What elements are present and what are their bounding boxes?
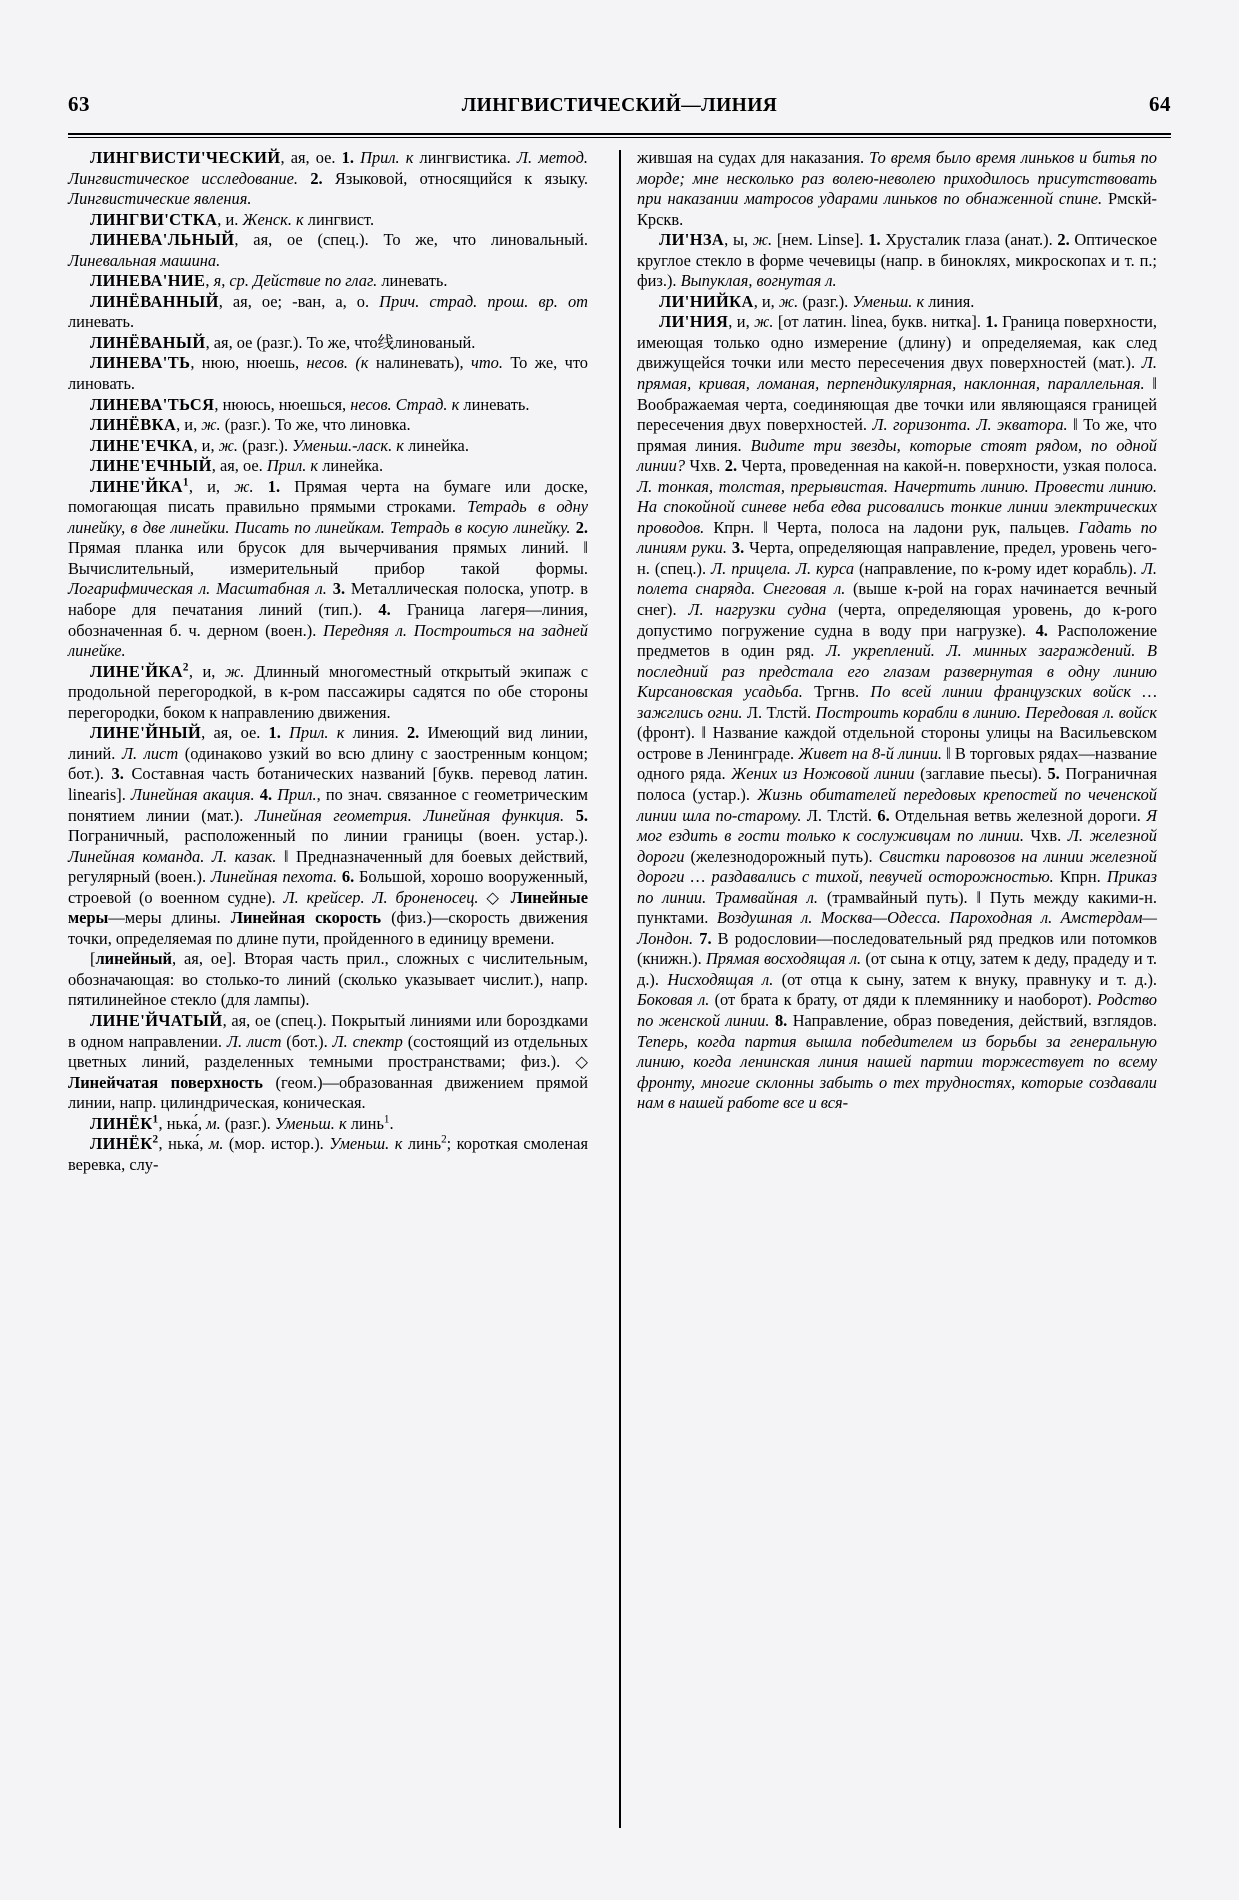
dictionary-entry: ЛИНЕВА'НИЕ, я, ср. Действие по глаг. линевать. [90, 271, 448, 291]
dictionary-entry: ЛИНЁВАННЫЙ, ая, ое; -ван, а, о. Прич. страд. прош. вр. от линевать. [68, 291, 588, 332]
dictionary-entry: [линейный, ая, ое]. Вторая часть прил., сложных с числительным, обозначающая: во столько-то линий (сколько указывает числит.), напр. пятилинейное стекло (для лампы). [68, 949, 588, 1010]
folio-left: 63 [68, 92, 90, 116]
dictionary-entry: ЛИНЁК$^2$, нька́, м. (мор. истор.). Уменьш. к линь$^2$; короткая смоленая веревка, слу- [68, 1133, 588, 1174]
dictionary-entry: ЛИНЕ'ЙЧАТЫЙ, ая, ое (спец.). Покрытый линиями или бороздками в одном направлении. Л. лист (бот.). Л. спектр (состоящий из отдельных цветных линий, разделенных темными пространствами; физ.). ◇ Линейчатая поверхность (геом.)—образованная движением прямой линии, напр. цилиндрическая, коническая. [68, 1010, 589, 1113]
dictionary-entry: ЛИНГВИСТИ'ЧЕСКИЙ, ая, ое. 1. Прил. к лингвистика. Л. метод. Лингвистическое исследование. 2. Языковой, относящийся к языку. Лингвистические явления. [68, 148, 588, 209]
dictionary-entry: ЛИНЁВАНЫЙ, ая, ое (разг.). То же, что线линованый. [90, 332, 476, 352]
dictionary-entry: ЛИНЕ'ЙКА$^2$, и, ж. Длинный многоместный открытый экипаж с продольной перегородкой, в к-ром пассажиры садятся по обе стороны перегородки, боком к направлению движения. [68, 661, 588, 722]
column-divider [619, 150, 621, 1828]
dictionary-entry: ЛИНЕВА'ТЬСЯ, нююсь, нюешься, несов. Страд. к линевать. [90, 394, 530, 414]
column-right [637, 148, 1157, 1828]
entry-continuation: жившая на судах для наказания. То время было время линьков и битья по морде; мне несколько раз волею-неволею приходилось присутствовать при наказании матросов ударами линьков по обнаженной спине. Рмскй-Крскв. [637, 148, 1158, 229]
dictionary-entry: ЛИНГВИ'СТКА, и. Женск. к лингвист. [90, 209, 375, 229]
header-rule [68, 133, 1171, 138]
page-header [68, 92, 1171, 126]
dictionary-entry: ЛИНЕ'ЙКА$^1$, и, ж. 1. Прямая черта на бумаге или доске, помогающая писать правильно прямыми строками. Тетрадь в одну линейку, в две линейки. Писать по линейкам. Тетрадь в косую линейку. 2. Прямая планка или брусок для вычерчивания прямых линий. ‖ Вычислительный, измерительный прибор такой формы. Логарифмическая л. Масштабная л. 3. Металлическая полоска, употр. в наборе для печатания линий (тип.). 4. Граница лагеря—линия, обозначенная б. ч. дерном (воен.). Передняя л. Построиться на задней линейке. [68, 476, 589, 661]
dictionary-entry: ЛИНЕВА'ТЬ, нюю, нюешь, несов. (к налиневать), что. То же, что линовать. [68, 353, 589, 394]
column-left [68, 148, 603, 1828]
dictionary-entry: ЛИНЕ'ЕЧНЫЙ, ая, ое. Прил. к линейка. [90, 456, 384, 476]
dictionary-entry: ЛИ'НЗА, ы, ж. [нем. Linse]. 1. Хрусталик глаза (анат.). 2. Оптическое круглое стекло в форме чечевицы (напр. в биноклях, микроскопах и т. п.; физ.). Выпуклая, вогнутая л. [637, 230, 1157, 291]
running-head: ЛИНГВИСТИЧЕСКИЙ—ЛИНИЯ [461, 95, 778, 116]
folio-right: 64 [1149, 92, 1171, 116]
dictionary-entry: ЛИ'НИЯ, и, ж. [от латин. linea, букв. нитка]. 1. Граница поверхности, имеющая только одно измерение (длину) и определяемая, как след движущейся точки или место пересечения двух поверхностей (мат.). Л. прямая, кривая, ломаная, перпендикулярная, наклонная, параллельная. ‖ Воображаемая черта, соединяющая две точки или являющаяся границей пересечения двух поверхностей. Л. горизонта. Л. экватора. ‖ То же, что прямая линия. Видите три звезды, которые стоят рядом, по одной линии? Чхв. 2. Черта, проведенная на какой-н. поверхности, узкая полоса. Л. тонкая, толстая, прерывистая. Начертить линию. Провести линию. На спокойной синеве неба едва рисовались тонкие линии электрических проводов. Кпрн. ‖ Черта, полоса на ладони рук, пальцев. Гадать по линиям руки. 3. Черта, определяющая направление, предел, уровень чего-н. (спец.). Л. прицела. Л. курса (направление, по к-рому идет корабль). Л. полета снаряда. Снеговая л. (выше к-рой на горах начинается вечный снег). Л. нагрузки судна (черта, определяющая уровень, до к-рого допустимо погружение судна в воду при нагрузке). 4. Расположение предметов в один ряд. Л. укреплений. Л. минных заграждений. В последний раз предстала его глазам развернутая в одну линию Кирсановская усадьба. Тргнв. По всей линии французских войск … зажглись огни. Л. Тлстй. Построить корабли в линию. Передовая л. войск (фронт). ‖ Название каждой отдельной стороны улицы на Васильевском острове в Ленинграде. Живет на 8-й линии. ‖ В торговых рядах—название одного ряда. Жених из Ножовой линии (заглавие пьесы). 5. Пограничная полоса (устар.). Жизнь обитателей передовых крепостей по чеченской линии шла по-старому. Л. Тлстй. 6. Отдельная ветвь железной дороги. Я мог ездить в гости только к сослуживцам по линии. Чхв. Л. железной дороги (железнодорожный путь). Свистки паровозов на линии железной дороги … раздавались с тихой, певучей осторожностью. Кпрн. Приказ по линии. Трамвайная л. (трамвайный путь). ‖ Путь между какими-н. пунктами. Воздушная л. Москва—Одесса. Пароходная л. Амстердам—Лондон. 7. В родословии—последовательный ряд предков или потомков (книжн.). Прямая восходящая л. (от сына к отцу, затем к деду, прадеду и т. д.). Нисходящая л. (от отца к сыну, затем к внуку, правнуку и т. д.). Боковая л. (от брата к брату, от дяди к племяннику и наоборот). Родство по женской линии. 8. Направление, образ поведения, действий, взглядов. Теперь, когда партия вышла победителем из борьбы за генеральную линию, когда ленинская линия нашей партии торжествует по всему фронту, многие склонны забыть о тех трудностях, которые создавали нам в нашей работе все и вся- [637, 312, 1158, 1113]
dictionary-entry: ЛИ'НИЙКА, и, ж. (разг.). Уменьш. к линия. [659, 291, 975, 311]
dictionary-entry: ЛИНЁК$^1$, нька́, м. (разг.). Уменьш. к линь$^1$. [90, 1113, 394, 1133]
text-columns [68, 148, 1171, 1828]
dictionary-entry: ЛИНЕ'ЙНЫЙ, ая, ое. 1. Прил. к линия. 2. Имеющий вид линии, линий. Л. лист (одинаково узкий во всю длину с заостренным концом; бот.). 3. Составная часть ботанических названий [букв. перевод латин. linearis]. Линейная акация. 4. Прил., по знач. связанное с геометрическим понятием линии (мат.). Линейная геометрия. Линейная функция. 5. Пограничный, расположенный по линии границы (воен. устар.). Линейная команда. Л. казак. ‖ Предназначенный для боевых действий, регулярный (воен.). Линейная пехота. 6. Большой, хорошо вооруженный, строевой (о военном судне). Л. крейсер. Л. броненосец. ◇ Линейные меры—меры длины. Линейная скорость (физ.)—скорость движения точки, определяемая по длине пути, пройденного в единицу времени. [68, 723, 589, 948]
dictionary-entry: ЛИНЕВА'ЛЬНЫЙ, ая, ое (спец.). То же, что линовальный. Линевальная машина. [68, 230, 588, 270]
dictionary-entry: ЛИНЁВКА, и, ж. (разг.). То же, что линовка. [90, 415, 411, 435]
dictionary-entry: ЛИНЕ'ЕЧКА, и, ж. (разг.). Уменьш.-ласк. к линейка. [90, 435, 469, 455]
